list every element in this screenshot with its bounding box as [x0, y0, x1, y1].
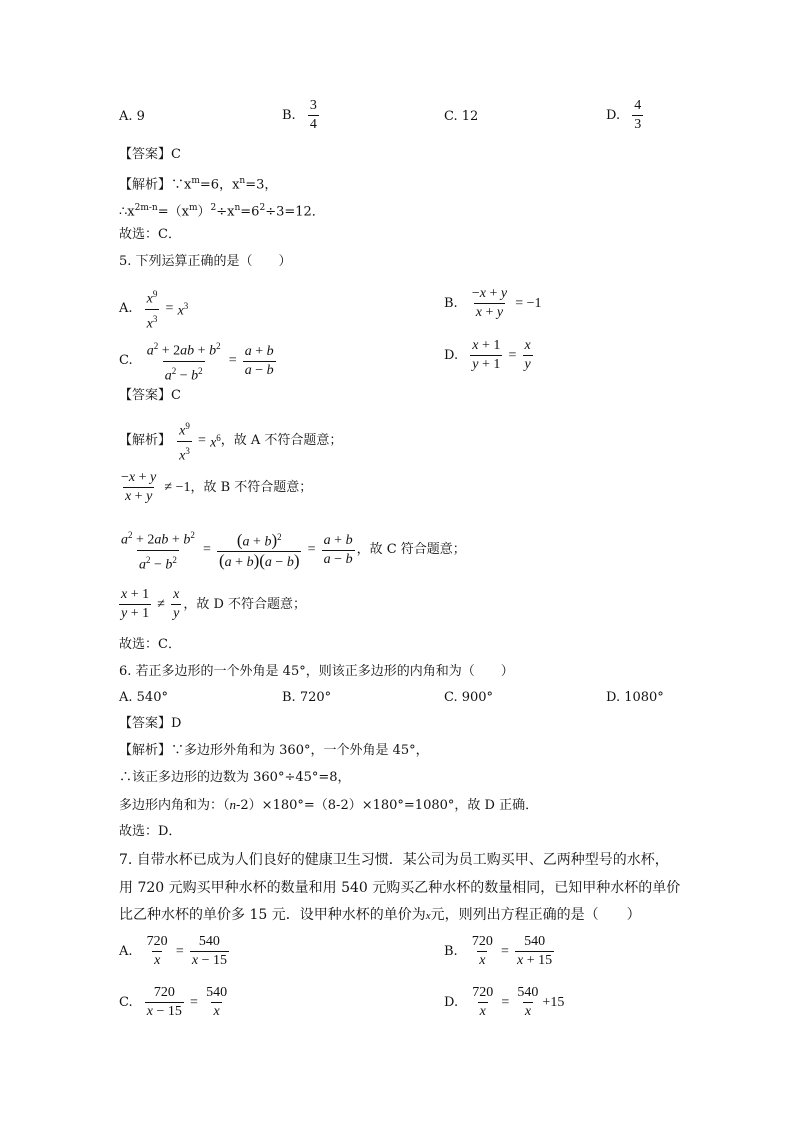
- q5-option-a: A. $\frac{x^9}{x^3}$ = $x^3$: [119, 289, 189, 332]
- q5-option-c: C. $\frac{a^2 + 2ab + b^2}{a^2 - b^2}$ = $\frac{a + b}{a - b}$: [119, 341, 274, 384]
- q5-option-d: D. $\frac{x + 1}{y + 1}$ = $\frac{x}{y}$: [444, 338, 531, 372]
- q6-option-c: C. 900°: [444, 690, 494, 705]
- q7-stem-line3: 比乙种水杯的单价多 15 元．设甲种水杯的单价为x元，则列出方程正确的是（ ）: [119, 907, 641, 923]
- q6-analysis-line3: 多边形内角和为：（n-2）×180°=（8-2）×180°=1080°，故 D 正确．: [119, 797, 539, 813]
- q4-answer: 【答案】C: [119, 147, 181, 162]
- q6-analysis-line2: ∴该正多边形的边数为 360°÷45°=8，: [119, 770, 351, 785]
- q4-option-a: A. 9: [119, 109, 145, 124]
- q7-stem-line1: 7. 自带水杯已成为人们良好的健康卫生习惯．某公司为员工购买甲、乙两种型号的水杯，: [119, 852, 669, 868]
- q7-option-c: C. $\frac{720}{x - 15}$ = $\frac{540}{x}$: [119, 985, 228, 1019]
- q5-analysis-d: $\frac{x + 1}{y + 1}$ ≠ $\frac{x}{y}$ ，故 D 不符合题意；: [121, 587, 307, 621]
- q5-analysis-b: $\frac{-x + y}{x + y}$ ≠ −1，故 B 不符合题意；: [121, 470, 313, 504]
- q6-answer: 【答案】D: [119, 716, 182, 731]
- q6-option-b: B. 720°: [282, 690, 332, 705]
- q6-option-d: D. 1080°: [606, 690, 664, 705]
- q4-analysis-line1: 【解析】$\because x^m=6$，$x^n=3$，: [119, 176, 278, 193]
- q6-option-a: A. 540°: [119, 690, 168, 705]
- q7-option-b: B. $\frac{720}{x}$ = $\frac{540}{x + 15}$: [444, 934, 553, 968]
- q5-analysis-a: 【解析】 $\frac{x^9}{x^3}$ = $x^6$，故 A 不符合题意；: [119, 421, 343, 464]
- q4-option-c: C. 12: [444, 109, 479, 124]
- q5-answer: 【答案】C: [119, 388, 181, 403]
- q4-option-b: B. $\frac{3}{4}$: [282, 98, 317, 132]
- q6-analysis-line1: 【解析】∵多边形外角和为 360°，一个外角是 45°，: [119, 743, 429, 758]
- q5-choose: 故选：C．: [119, 637, 181, 652]
- q5-option-b: B. $\frac{-x + y}{x + y}$ = −1: [444, 286, 542, 320]
- q4-choose: 故选：C．: [119, 227, 181, 242]
- q5-stem: 5. 下列运算正确的是（ ）: [119, 254, 292, 269]
- q6-choose: 故选：D．: [119, 824, 182, 839]
- q6-stem: 6. 若正多边形的一个外角是 45°，则该正多边形的内角和为（ ）: [119, 664, 514, 679]
- q4-analysis-line2: $\therefore x^{2m-n}=(x^m)^2\div x^n=6^2\div 3=12$．: [119, 203, 325, 220]
- q4-option-d: D. $\frac{4}{3}$: [606, 98, 642, 132]
- q5-analysis-c: $\frac{a^2 + 2ab + b^2}{a^2 - b^2}$ = $\frac{(a + b)^2}{(a + b)(a - b)}$ = $\frac{a + b}{a - b}$ ，故 C 符合题意；: [121, 530, 466, 573]
- q7-stem-line2: 用 720 元购买甲种水杯的数量和用 540 元购买乙种水杯的数量相同，已知甲种水杯的单价: [119, 880, 681, 896]
- q7-option-a: A. $\frac{720}{x}$ = $\frac{540}{x - 15}$: [119, 934, 227, 968]
- q7-option-d: D. $\frac{720}{x}$ = $\frac{540}{x}$ +15: [444, 985, 565, 1019]
